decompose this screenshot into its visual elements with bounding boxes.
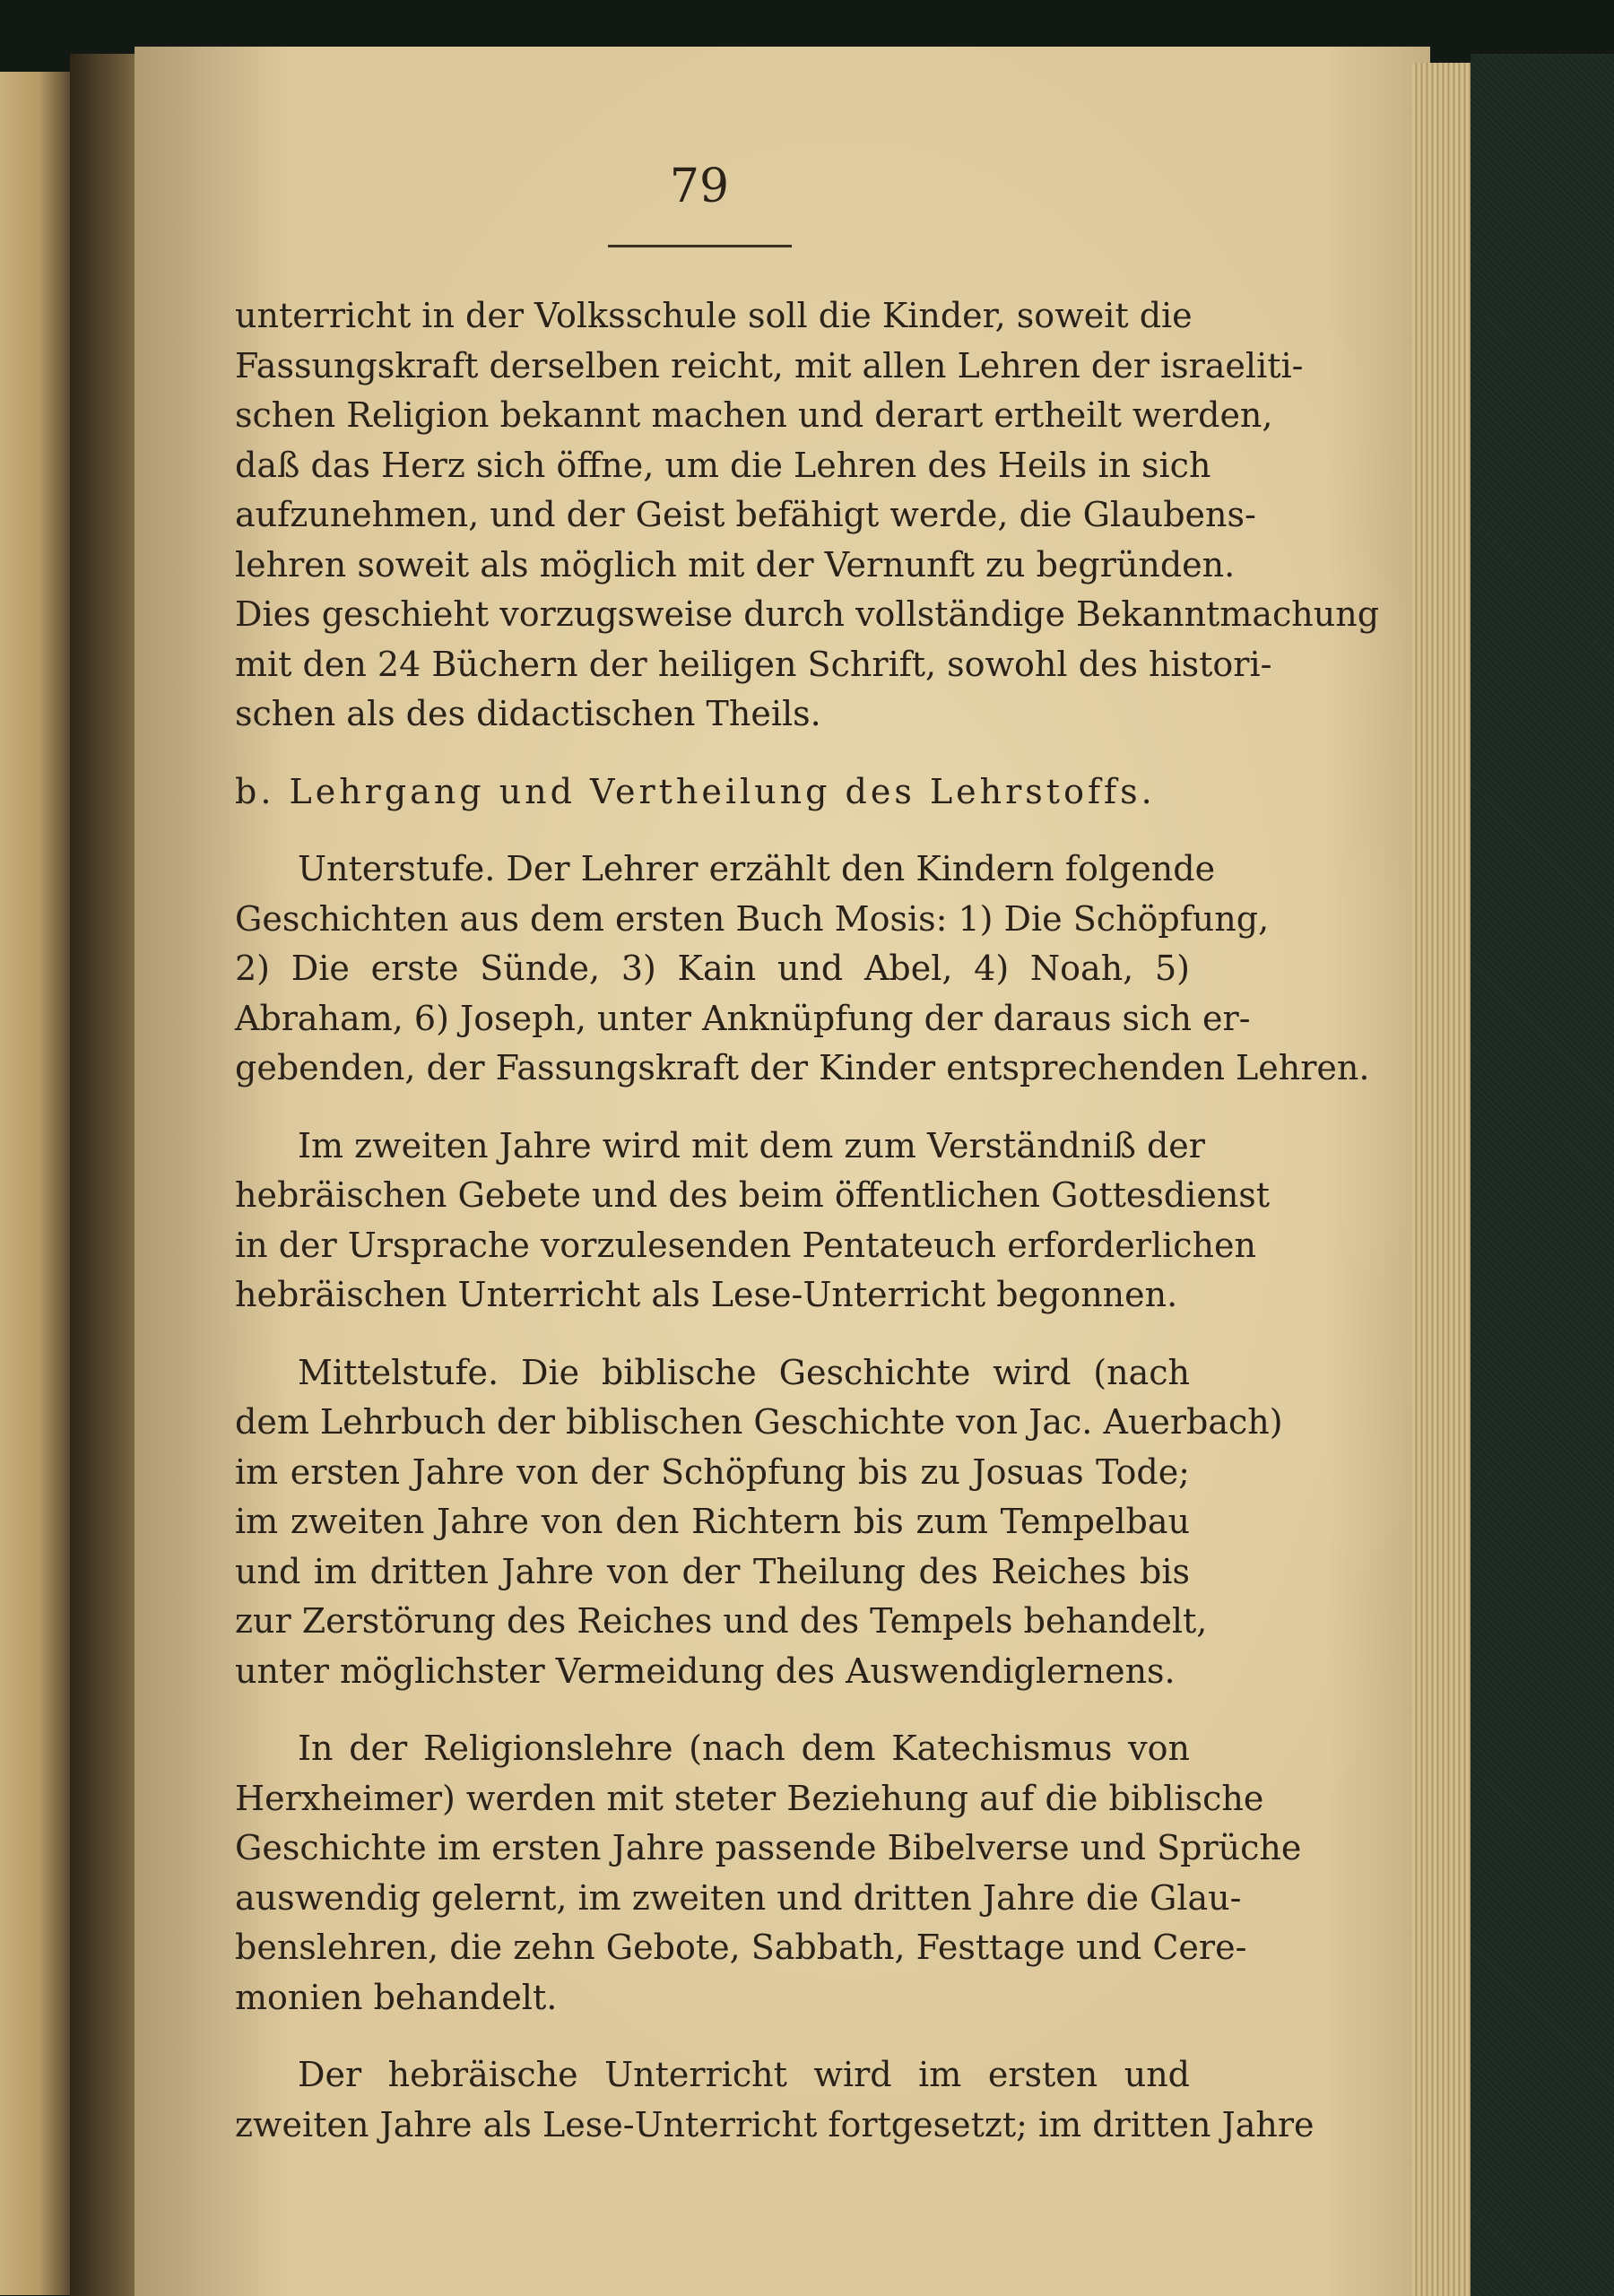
text-line: unter möglichster Vermeidung des Auswendiglernens. xyxy=(235,1651,1176,1691)
text-line: benslehren, die zehn Gebote, Sabbath, Festtage und Cere- xyxy=(235,1928,1247,1967)
text-line: gebenden, der Fassungskraft der Kinder entsprechenden Lehren. xyxy=(235,1048,1370,1087)
text-line: Der hebräische Unterricht wird im ersten und xyxy=(298,2055,1190,2094)
text-line: hebräischen Gebete und des beim öffentlichen Gottesdienst xyxy=(235,1175,1271,1215)
paragraph-gap xyxy=(235,740,1190,767)
paragraph-gap xyxy=(235,1696,1190,1724)
text-line: auswendig gelernt, im zweiten und dritten Jahre die Glau- xyxy=(235,1877,1242,1918)
text-line: in der Ursprache vorzulesenden Pentateuch erforderlichen xyxy=(235,1225,1256,1265)
text-line: schen Religion bekannt machen und derart ertheilt werden, xyxy=(235,395,1273,435)
text-line: b. Lehrgang und Vertheilung des Lehrstoffs. xyxy=(235,771,1156,811)
text-line: zweiten Jahre als Lese-Unterricht fortgesetzt; im dritten Jahre xyxy=(235,2104,1315,2144)
text-line: Dies geschieht vorzugsweise durch vollständige Bekanntmachung xyxy=(235,594,1380,634)
text-line: schen als des didactischen Theils. xyxy=(235,694,821,733)
paragraph-gap xyxy=(235,1321,1190,1348)
text-line: mit den 24 Büchern der heiligen Schrift, sowohl des histori- xyxy=(235,644,1272,684)
text-line: Herxheimer) werden mit steter Beziehung auf die biblische xyxy=(235,1778,1264,1818)
paragraph-gap xyxy=(235,2023,1190,2050)
paragraph-gap xyxy=(235,817,1190,845)
left-page-edge xyxy=(0,72,70,2295)
paragraph-gap xyxy=(235,1094,1190,1122)
text-line: In der Religionslehre (nach dem Katechismus von xyxy=(298,1728,1190,1768)
text-line: Abraham, 6) Joseph, unter Anknüpfung der daraus sich er- xyxy=(235,998,1251,1038)
text-line: dem Lehrbuch der biblischen Geschichte von Jac. Auerbach) xyxy=(235,1402,1283,1442)
header-rule xyxy=(608,245,792,247)
text-line: im zweiten Jahre von den Richtern bis zum Tempelbau xyxy=(235,1502,1190,1541)
text-line: Unterstufe. Der Lehrer erzählt den Kindern folgende xyxy=(298,849,1216,888)
text-line: Geschichte im ersten Jahre passende Bibelverse und Sprüche xyxy=(235,1828,1302,1867)
text-line: daß das Herz sich öffne, um die Lehren des Heils in sich xyxy=(235,445,1211,485)
book-cover xyxy=(1471,54,1614,2296)
text-line: monien behandelt. xyxy=(235,1977,558,2017)
text-line: im ersten Jahre von der Schöpfung bis zu Josuas Tode; xyxy=(235,1451,1190,1492)
text-line: und im dritten Jahre von der Theilung des Reiches bis xyxy=(235,1551,1190,1591)
text-line: hebräischen Unterricht als Lese-Unterricht begonnen. xyxy=(235,1275,1178,1314)
page-number: 79 xyxy=(669,160,730,213)
text-line: Geschichten aus dem ersten Buch Mosis: 1) Die Schöpfung, xyxy=(235,898,1270,939)
text-line: 2) Die erste Sünde, 3) Kain und Abel, 4) Noah, 5) xyxy=(235,949,1190,988)
text-line: unterricht in der Volksschule soll die Kinder, soweit die xyxy=(235,296,1193,335)
text-line: Fassungskraft derselben reicht, mit allen Lehren der israeliti- xyxy=(235,345,1304,386)
text-line: Mittelstufe. Die biblische Geschichte wird (nach xyxy=(298,1352,1190,1392)
page-edges xyxy=(1412,63,1475,2296)
text-line: zur Zerstörung des Reiches und des Tempels behandelt, xyxy=(235,1601,1208,1641)
text-line: aufzunehmen, und der Geist befähigt werde, die Glaubens- xyxy=(235,495,1256,534)
text-line: lehren soweit als möglich mit der Vernunft zu begründen. xyxy=(235,544,1236,585)
text-line: Im zweiten Jahre wird mit dem zum Verständniß der xyxy=(298,1125,1205,1165)
body-text xyxy=(235,291,1380,2150)
